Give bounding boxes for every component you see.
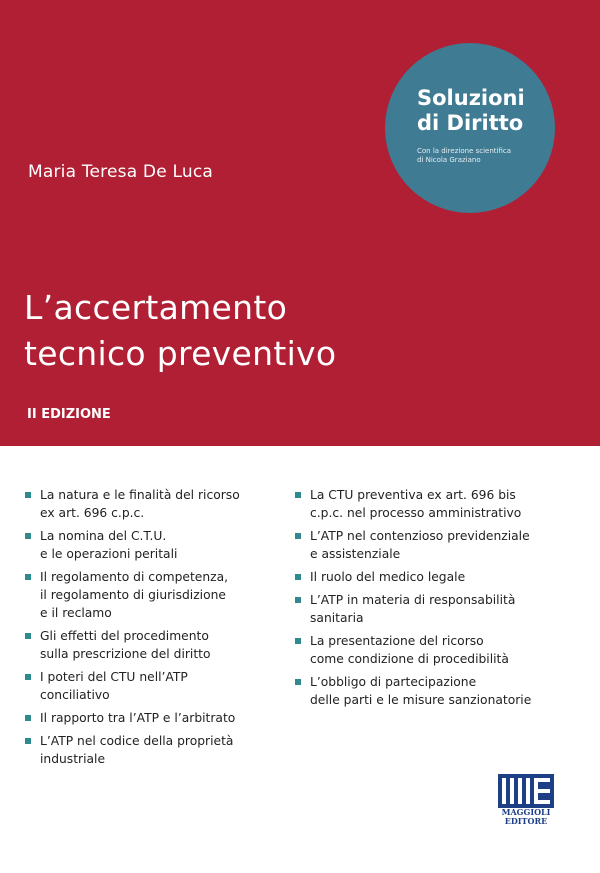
series-name: Soluzioni di Diritto: [417, 86, 525, 135]
topic-item: [23, 568, 283, 622]
maggioli-logo-icon: [498, 774, 554, 808]
topic-item: [23, 527, 283, 563]
bullet-square-icon: [295, 597, 301, 603]
book-edition: II EDIZIONE: [27, 407, 111, 422]
bullet-square-icon: [295, 492, 301, 498]
topic-item: [293, 673, 578, 709]
topic-text: L’ATP in materia di responsabilità sanitaria: [310, 593, 516, 625]
topic-text: I poteri del CTU nell’ATP conciliativo: [40, 670, 188, 702]
topic-text: Il rapporto tra l’ATP e l’arbitrato: [40, 711, 236, 725]
book-author: Maria Teresa De Luca: [28, 162, 213, 182]
topic-text: L’ATP nel codice della proprietà industriale: [40, 734, 234, 766]
topics-left-column: [23, 486, 283, 773]
topic-item: [23, 486, 283, 522]
bullet-square-icon: [25, 574, 31, 580]
topic-item: [23, 732, 283, 768]
bullet-square-icon: [25, 738, 31, 744]
topic-item: [293, 632, 578, 668]
topic-text: L’ATP nel contenzioso previdenziale e assistenziale: [310, 529, 530, 561]
bullet-square-icon: [25, 492, 31, 498]
topic-text: Gli effetti del procedimento sulla prescrizione del diritto: [40, 629, 211, 661]
topic-item: [293, 527, 578, 563]
topic-text: Il ruolo del medico legale: [310, 570, 466, 584]
bullet-square-icon: [295, 533, 301, 539]
topic-text: La nomina del C.T.U. e le operazioni peritali: [40, 529, 178, 561]
topics-right-column: [293, 486, 578, 714]
topic-item: [23, 668, 283, 704]
series-badge: [385, 43, 555, 213]
topic-text: La presentazione del ricorso come condizione di procedibilità: [310, 634, 509, 666]
bullet-square-icon: [25, 533, 31, 539]
publisher-house: EDITORE: [504, 816, 548, 826]
topic-item: [23, 627, 283, 663]
topic-text: La natura e le finalità del ricorso ex art. 696 c.p.c.: [40, 488, 240, 520]
publisher-logo: [496, 774, 556, 826]
bullet-square-icon: [25, 633, 31, 639]
topic-item: [293, 591, 578, 627]
topic-item: [293, 568, 578, 586]
publisher-name: MAGGIOLI: [501, 807, 551, 817]
topic-text: Il regolamento di competenza, il regolamento di giurisdizione e il reclamo: [40, 570, 229, 620]
bullet-square-icon: [295, 679, 301, 685]
book-title: L’accertamento tecnico preventivo: [24, 288, 337, 373]
bullet-square-icon: [25, 715, 31, 721]
series-subtitle: Con la direzione scientifica di Nicola Graziano: [417, 147, 512, 164]
topic-item: [293, 486, 578, 522]
bullet-square-icon: [25, 674, 31, 680]
topic-text: La CTU preventiva ex art. 696 bis c.p.c. nel processo amministrativo: [310, 488, 522, 520]
bullet-square-icon: [295, 574, 301, 580]
bullet-square-icon: [295, 638, 301, 644]
topic-item: [23, 709, 283, 727]
topic-text: L’obbligo di partecipazione delle parti e le misure sanzionatorie: [310, 675, 532, 707]
